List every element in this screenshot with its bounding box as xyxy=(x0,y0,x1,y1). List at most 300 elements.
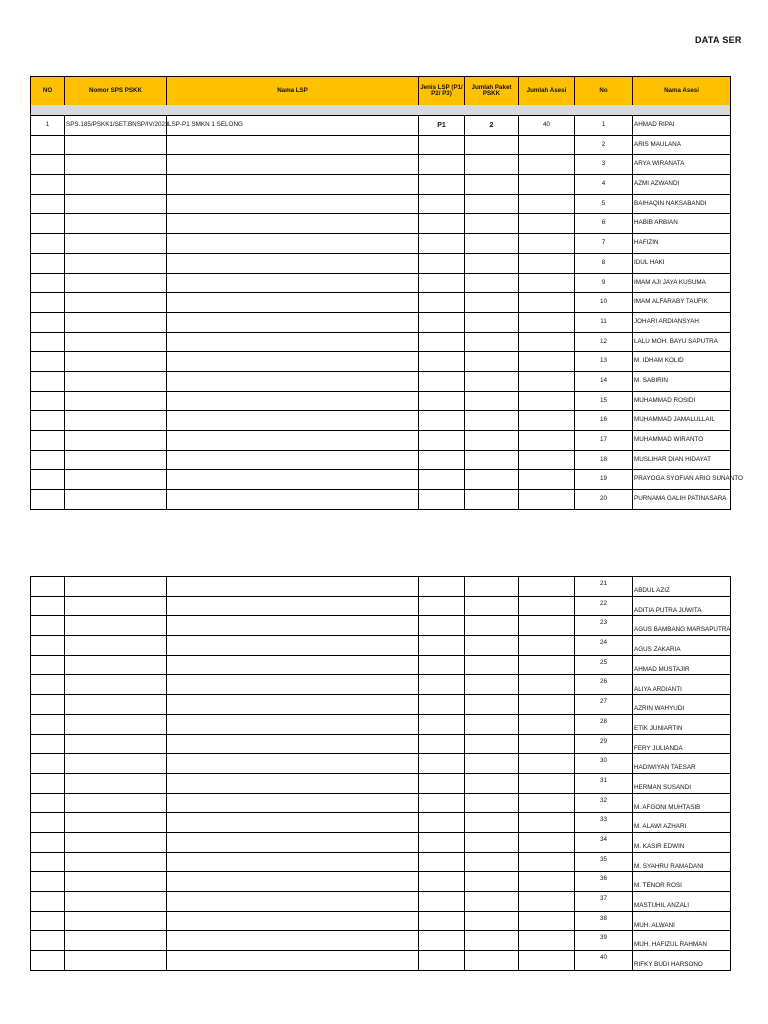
cell-nama-lsp xyxy=(167,451,419,471)
cell-nama-lsp xyxy=(167,951,419,971)
cell-jenis-lsp xyxy=(419,597,465,617)
asesi-name: MUH. HAFIZUL RAHMAN xyxy=(633,931,731,951)
asesi-number: 31 xyxy=(575,774,633,794)
cell-jumlah-asesi xyxy=(519,577,575,597)
asesi-number: 33 xyxy=(575,813,633,833)
cell-jumlah-asesi xyxy=(519,951,575,971)
cell-nama-lsp xyxy=(167,794,419,814)
cell-jumlah-asesi xyxy=(519,274,575,294)
cell-jenis-lsp xyxy=(419,853,465,873)
cell-jumlah-asesi xyxy=(519,313,575,333)
cell-record-no xyxy=(31,490,65,510)
cell-nama-lsp xyxy=(167,333,419,353)
cell-nomor-sps xyxy=(65,931,167,951)
cell-jenis-lsp xyxy=(419,490,465,510)
cell-nama-lsp xyxy=(167,636,419,656)
cell-nomor-sps xyxy=(65,715,167,735)
asesi-number: 32 xyxy=(575,794,633,814)
cell-jumlah-paket xyxy=(465,254,519,274)
cell-nama-lsp xyxy=(167,931,419,951)
cell-jenis-lsp xyxy=(419,411,465,431)
cell-jumlah-asesi xyxy=(519,431,575,451)
cell-record-no xyxy=(31,656,65,676)
cell-nama-lsp xyxy=(167,656,419,676)
cell-jenis-lsp xyxy=(419,912,465,932)
cell-jumlah-paket xyxy=(465,754,519,774)
asesi-name: HABIB ARBIAN xyxy=(633,214,731,234)
cell-nomor-sps xyxy=(65,675,167,695)
cell-nama-lsp xyxy=(167,293,419,313)
cell-record-no xyxy=(31,597,65,617)
cell-jumlah-paket xyxy=(465,470,519,490)
cell-jenis-lsp xyxy=(419,333,465,353)
asesi-table-part-2 xyxy=(30,576,731,971)
asesi-number: 34 xyxy=(575,833,633,853)
cell-jumlah-paket xyxy=(465,155,519,175)
cell-jenis-lsp xyxy=(419,695,465,715)
cell-jumlah-asesi xyxy=(519,735,575,755)
cell-record-no xyxy=(31,175,65,195)
asesi-number: 12 xyxy=(575,333,633,353)
cell-jumlah-paket xyxy=(465,853,519,873)
header-jenis-lsp: Jenis LSP (P1/ P2/ P3) xyxy=(419,77,465,106)
cell-jumlah-asesi xyxy=(519,254,575,274)
cell-nomor-sps xyxy=(65,912,167,932)
asesi-number: 16 xyxy=(575,411,633,431)
cell-jumlah-paket xyxy=(465,616,519,636)
asesi-number: 26 xyxy=(575,675,633,695)
asesi-name: MUSLIHAR DIAN HIDAYAT xyxy=(633,451,731,471)
cell-nama-lsp: LSP-P1 SMKN 1 SELONG xyxy=(167,116,419,136)
cell-jumlah-paket xyxy=(465,136,519,156)
cell-nomor-sps xyxy=(65,833,167,853)
header-no-asesi: No xyxy=(575,77,633,106)
cell-record-no xyxy=(31,872,65,892)
cell-nomor-sps xyxy=(65,234,167,254)
asesi-name: IDUL HAKI xyxy=(633,254,731,274)
cell-jumlah-paket xyxy=(465,695,519,715)
cell-jumlah-asesi xyxy=(519,214,575,234)
cell-record-no xyxy=(31,411,65,431)
asesi-number: 1 xyxy=(575,116,633,136)
cell-jumlah-paket xyxy=(465,912,519,932)
cell-jumlah-paket xyxy=(465,451,519,471)
header-jumlah-asesi: Jumlah Asesi xyxy=(519,77,575,106)
asesi-name: IMAM AJI JAYA KUSUMA xyxy=(633,274,731,294)
cell-nama-lsp xyxy=(167,754,419,774)
cell-nama-lsp xyxy=(167,313,419,333)
cell-jumlah-asesi xyxy=(519,392,575,412)
cell-jenis-lsp xyxy=(419,636,465,656)
cell-nomor-sps xyxy=(65,616,167,636)
cell-record-no xyxy=(31,794,65,814)
cell-jumlah-paket xyxy=(465,352,519,372)
cell-nomor-sps xyxy=(65,214,167,234)
asesi-number: 25 xyxy=(575,656,633,676)
cell-nomor-sps xyxy=(65,951,167,971)
cell-jumlah-paket xyxy=(465,392,519,412)
asesi-name: MUHAMMAD WIRANTO xyxy=(633,431,731,451)
asesi-name: AZMI AZWANDI xyxy=(633,175,731,195)
cell-nama-lsp xyxy=(167,892,419,912)
cell-jumlah-asesi xyxy=(519,352,575,372)
cell-nama-lsp xyxy=(167,274,419,294)
cell-nomor-sps xyxy=(65,293,167,313)
asesi-name: ARIS MAULANA xyxy=(633,136,731,156)
cell-nama-lsp xyxy=(167,616,419,636)
cell-jenis-lsp xyxy=(419,214,465,234)
cell-jumlah-asesi xyxy=(519,794,575,814)
cell-record-no xyxy=(31,912,65,932)
asesi-number: 23 xyxy=(575,616,633,636)
cell-jenis-lsp xyxy=(419,392,465,412)
cell-nomor-sps xyxy=(65,254,167,274)
cell-jenis-lsp xyxy=(419,931,465,951)
cell-record-no xyxy=(31,735,65,755)
asesi-name: HAFIZIN xyxy=(633,234,731,254)
cell-jenis-lsp xyxy=(419,136,465,156)
asesi-name: AZRIN WAHYUDI xyxy=(633,695,731,715)
cell-record-no xyxy=(31,675,65,695)
cell-jenis-lsp xyxy=(419,293,465,313)
cell-jumlah-paket xyxy=(465,411,519,431)
cell-nomor-sps xyxy=(65,155,167,175)
cell-nama-lsp xyxy=(167,872,419,892)
cell-jenis-lsp xyxy=(419,431,465,451)
cell-jumlah-paket xyxy=(465,293,519,313)
cell-jumlah-asesi xyxy=(519,813,575,833)
cell-nomor-sps xyxy=(65,636,167,656)
asesi-name: M. AFGONI MUHTASIB xyxy=(633,794,731,814)
cell-nama-lsp xyxy=(167,912,419,932)
cell-nama-lsp xyxy=(167,577,419,597)
cell-nomor-sps xyxy=(65,451,167,471)
cell-jumlah-paket xyxy=(465,892,519,912)
cell-jumlah-asesi xyxy=(519,293,575,313)
cell-record-no xyxy=(31,313,65,333)
cell-jumlah-asesi xyxy=(519,470,575,490)
asesi-name: AGUS BAMBANG MARSAPUTRA xyxy=(633,616,731,636)
cell-nomor-sps xyxy=(65,695,167,715)
cell-record-no xyxy=(31,155,65,175)
cell-nama-lsp xyxy=(167,155,419,175)
cell-nomor-sps xyxy=(65,274,167,294)
cell-record-no xyxy=(31,234,65,254)
cell-nama-lsp xyxy=(167,490,419,510)
cell-nama-lsp xyxy=(167,735,419,755)
cell-nomor-sps xyxy=(65,352,167,372)
asesi-number: 19 xyxy=(575,470,633,490)
header-no: NO xyxy=(31,77,65,106)
cell-jumlah-paket xyxy=(465,951,519,971)
cell-jumlah-asesi xyxy=(519,597,575,617)
cell-nomor-sps xyxy=(65,597,167,617)
asesi-number: 35 xyxy=(575,853,633,873)
cell-jumlah-asesi xyxy=(519,490,575,510)
asesi-number: 9 xyxy=(575,274,633,294)
cell-record-no xyxy=(31,853,65,873)
cell-jumlah-asesi xyxy=(519,155,575,175)
asesi-number: 7 xyxy=(575,234,633,254)
asesi-name: MUHAMMAD JAMALULLAIL xyxy=(633,411,731,431)
asesi-number: 28 xyxy=(575,715,633,735)
cell-jenis-lsp xyxy=(419,774,465,794)
asesi-number: 39 xyxy=(575,931,633,951)
cell-nama-lsp xyxy=(167,214,419,234)
asesi-name: M. SYAHRU RAMADANI xyxy=(633,853,731,873)
asesi-name: M. KASIR EDWIN xyxy=(633,833,731,853)
cell-record-no xyxy=(31,372,65,392)
cell-jumlah-asesi xyxy=(519,715,575,735)
cell-jenis-lsp xyxy=(419,951,465,971)
cell-record-no xyxy=(31,470,65,490)
cell-jumlah-paket xyxy=(465,274,519,294)
cell-jumlah-paket xyxy=(465,577,519,597)
asesi-name: AGUS ZAKARIA xyxy=(633,636,731,656)
header-jumlah-paket: Jumlah Paket PSKK xyxy=(465,77,519,106)
asesi-number: 11 xyxy=(575,313,633,333)
cell-jumlah-asesi xyxy=(519,372,575,392)
asesi-number: 37 xyxy=(575,892,633,912)
asesi-name: IMAM ALFARABY TAUFIK xyxy=(633,293,731,313)
cell-record-no xyxy=(31,195,65,215)
asesi-name: ADITIA PUTRA JUWITA xyxy=(633,597,731,617)
asesi-number: 36 xyxy=(575,872,633,892)
cell-jenis-lsp xyxy=(419,254,465,274)
asesi-number: 8 xyxy=(575,254,633,274)
cell-jenis-lsp xyxy=(419,794,465,814)
cell-record-no xyxy=(31,333,65,353)
cell-jumlah-paket xyxy=(465,175,519,195)
asesi-name: AHMAD RIPAI xyxy=(633,116,731,136)
cell-nomor-sps xyxy=(65,333,167,353)
asesi-name: HADIWIYAN TAESAR xyxy=(633,754,731,774)
cell-nama-lsp xyxy=(167,175,419,195)
asesi-name: ARYA WIRANATA xyxy=(633,155,731,175)
cell-jumlah-asesi xyxy=(519,931,575,951)
cell-nama-lsp xyxy=(167,853,419,873)
cell-nama-lsp xyxy=(167,254,419,274)
cell-jumlah-paket xyxy=(465,675,519,695)
asesi-name: M. SABIRIN xyxy=(633,372,731,392)
cell-nomor-sps xyxy=(65,813,167,833)
cell-jumlah-asesi xyxy=(519,892,575,912)
cell-nomor-sps xyxy=(65,136,167,156)
cell-record-no xyxy=(31,754,65,774)
asesi-name: MUHAMMAD ROSIDI xyxy=(633,392,731,412)
cell-nama-lsp xyxy=(167,597,419,617)
cell-nomor-sps xyxy=(65,372,167,392)
header-nomor-sps: Nomor SPS PSKK xyxy=(65,77,167,106)
cell-jumlah-paket xyxy=(465,234,519,254)
cell-jumlah-asesi xyxy=(519,774,575,794)
asesi-number: 21 xyxy=(575,577,633,597)
asesi-name: BAIHAQIN NAKSABANDI xyxy=(633,195,731,215)
cell-nomor-sps xyxy=(65,794,167,814)
cell-jumlah-asesi xyxy=(519,675,575,695)
cell-nomor-sps xyxy=(65,577,167,597)
cell-jumlah-asesi xyxy=(519,411,575,431)
asesi-number: 3 xyxy=(575,155,633,175)
cell-jenis-lsp xyxy=(419,616,465,636)
cell-record-no xyxy=(31,254,65,274)
cell-jumlah-paket xyxy=(465,333,519,353)
cell-nama-lsp xyxy=(167,234,419,254)
cell-nomor-sps xyxy=(65,470,167,490)
cell-nomor-sps xyxy=(65,313,167,333)
cell-nomor-sps xyxy=(65,735,167,755)
cell-jumlah-asesi xyxy=(519,872,575,892)
cell-nama-lsp xyxy=(167,431,419,451)
asesi-number: 4 xyxy=(575,175,633,195)
cell-jenis-lsp xyxy=(419,470,465,490)
cell-nama-lsp xyxy=(167,675,419,695)
asesi-number: 17 xyxy=(575,431,633,451)
asesi-number: 29 xyxy=(575,735,633,755)
cell-jenis-lsp xyxy=(419,833,465,853)
asesi-number: 18 xyxy=(575,451,633,471)
asesi-number: 6 xyxy=(575,214,633,234)
asesi-name: M. ALAWI AZHARI xyxy=(633,813,731,833)
cell-jenis-lsp xyxy=(419,155,465,175)
cell-jumlah-asesi xyxy=(519,451,575,471)
asesi-name: RIFKY BUDI HARSONO xyxy=(633,951,731,971)
cell-jumlah-asesi xyxy=(519,912,575,932)
cell-jenis-lsp xyxy=(419,352,465,372)
cell-nomor-sps xyxy=(65,853,167,873)
asesi-name: LALU MOH. BAYU SAPUTRA xyxy=(633,333,731,353)
cell-record-no xyxy=(31,616,65,636)
cell-jumlah-asesi: 40 xyxy=(519,116,575,136)
cell-nomor-sps xyxy=(65,774,167,794)
header-nama-lsp: Nama LSP xyxy=(167,77,419,106)
cell-jumlah-paket xyxy=(465,372,519,392)
cell-nama-lsp xyxy=(167,195,419,215)
header-nama-asesi: Nama Asesi xyxy=(633,77,731,106)
cell-jumlah-asesi xyxy=(519,833,575,853)
cell-jenis-lsp xyxy=(419,313,465,333)
asesi-number: 38 xyxy=(575,912,633,932)
asesi-name: MASTUHIL ANZALI xyxy=(633,892,731,912)
cell-nama-lsp xyxy=(167,352,419,372)
asesi-name: PRAYOGA SYOFIAN ARIO SUNANTO xyxy=(633,470,731,490)
cell-nomor-sps xyxy=(65,431,167,451)
cell-jenis-lsp xyxy=(419,234,465,254)
asesi-name: ETIK JUNIARTIN xyxy=(633,715,731,735)
cell-jenis-lsp xyxy=(419,372,465,392)
cell-record-no xyxy=(31,833,65,853)
cell-record-no xyxy=(31,352,65,372)
cell-record-no xyxy=(31,715,65,735)
asesi-name: M. IDHAM KOLID xyxy=(633,352,731,372)
asesi-name: AHMAD MUSTAJIR xyxy=(633,656,731,676)
asesi-number: 27 xyxy=(575,695,633,715)
cell-jumlah-paket xyxy=(465,794,519,814)
asesi-name: ALIYA ARDIANTI xyxy=(633,675,731,695)
cell-record-no xyxy=(31,577,65,597)
asesi-number: 14 xyxy=(575,372,633,392)
cell-nomor-sps xyxy=(65,656,167,676)
asesi-name: FERY JULIANDA xyxy=(633,735,731,755)
cell-nomor-sps: SPS.185/PSKK1/SET.BNSP/IV/2023 xyxy=(65,116,167,136)
cell-jenis-lsp xyxy=(419,274,465,294)
table-header xyxy=(30,76,731,106)
cell-jumlah-asesi xyxy=(519,136,575,156)
asesi-number: 24 xyxy=(575,636,633,656)
asesi-name: M. TENOR ROSI xyxy=(633,872,731,892)
cell-nama-lsp xyxy=(167,411,419,431)
cell-jumlah-asesi xyxy=(519,234,575,254)
cell-record-no xyxy=(31,293,65,313)
cell-jumlah-asesi xyxy=(519,754,575,774)
cell-jumlah-paket xyxy=(465,833,519,853)
cell-record-no xyxy=(31,392,65,412)
asesi-name: JOHARI ARDIANSYAH xyxy=(633,313,731,333)
cell-jenis-lsp xyxy=(419,754,465,774)
asesi-number: 22 xyxy=(575,597,633,617)
asesi-number: 15 xyxy=(575,392,633,412)
cell-jenis-lsp xyxy=(419,175,465,195)
asesi-number: 13 xyxy=(575,352,633,372)
cell-nama-lsp xyxy=(167,774,419,794)
cell-nomor-sps xyxy=(65,892,167,912)
cell-jenis-lsp xyxy=(419,451,465,471)
asesi-number: 2 xyxy=(575,136,633,156)
cell-jumlah-paket xyxy=(465,636,519,656)
cell-jenis-lsp xyxy=(419,715,465,735)
cell-record-no xyxy=(31,274,65,294)
cell-record-no xyxy=(31,774,65,794)
cell-record-no xyxy=(31,931,65,951)
cell-nomor-sps xyxy=(65,392,167,412)
cell-nomor-sps xyxy=(65,411,167,431)
cell-jenis-lsp xyxy=(419,735,465,755)
cell-jenis-lsp xyxy=(419,195,465,215)
cell-jumlah-paket xyxy=(465,656,519,676)
cell-jumlah-asesi xyxy=(519,853,575,873)
cell-record-no xyxy=(31,214,65,234)
asesi-number: 40 xyxy=(575,951,633,971)
cell-nomor-sps xyxy=(65,175,167,195)
cell-jumlah-paket xyxy=(465,735,519,755)
asesi-number: 5 xyxy=(575,195,633,215)
cell-jumlah-asesi xyxy=(519,195,575,215)
cell-nama-lsp xyxy=(167,470,419,490)
cell-record-no xyxy=(31,451,65,471)
cell-record-no xyxy=(31,951,65,971)
cell-record-no xyxy=(31,431,65,451)
cell-jumlah-paket xyxy=(465,313,519,333)
cell-record-no xyxy=(31,813,65,833)
cell-nama-lsp xyxy=(167,392,419,412)
cell-record-no: 1 xyxy=(31,116,65,136)
cell-jenis-lsp xyxy=(419,892,465,912)
asesi-name: ABDUL AZIZ xyxy=(633,577,731,597)
cell-nama-lsp xyxy=(167,136,419,156)
cell-jumlah-paket xyxy=(465,597,519,617)
cell-jumlah-paket xyxy=(465,214,519,234)
cell-jumlah-asesi xyxy=(519,616,575,636)
cell-jumlah-asesi xyxy=(519,175,575,195)
cell-nomor-sps xyxy=(65,872,167,892)
cell-jenis-lsp xyxy=(419,813,465,833)
asesi-number: 30 xyxy=(575,754,633,774)
cell-nomor-sps xyxy=(65,754,167,774)
cell-record-no xyxy=(31,136,65,156)
asesi-name: PURNAMA GALIH PATINASARA xyxy=(633,490,731,510)
cell-jumlah-paket xyxy=(465,774,519,794)
document-title: DATA SER xyxy=(695,35,742,45)
